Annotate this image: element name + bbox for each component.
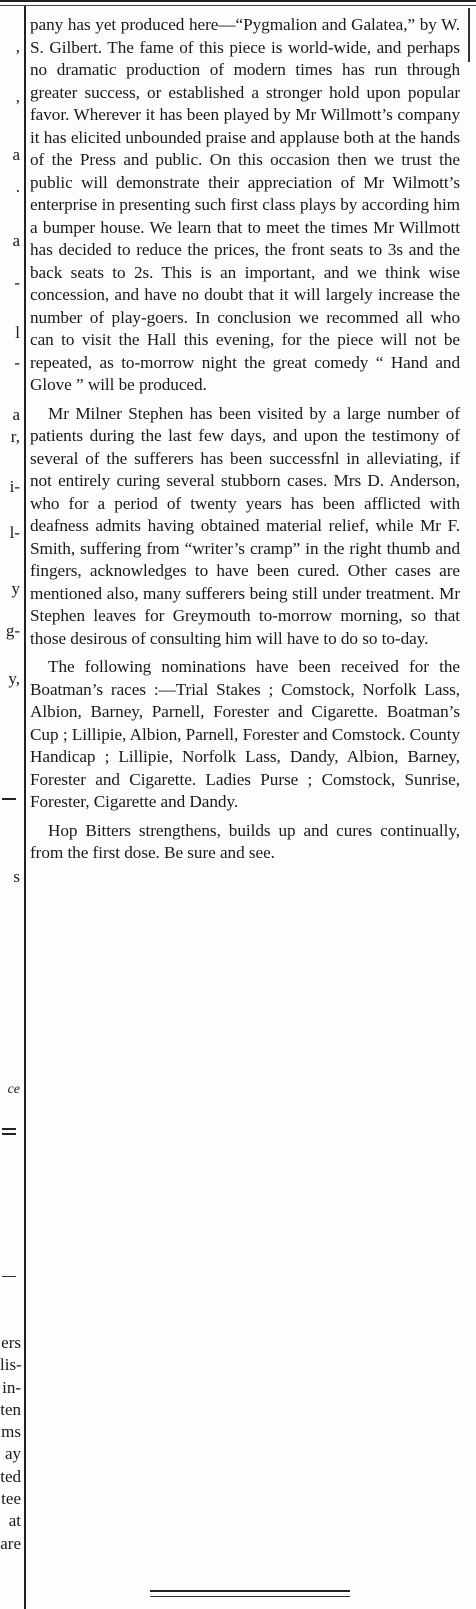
left-fragment: a: [12, 145, 20, 164]
left-fragment: ten: [0, 1399, 21, 1419]
article-end-rule: [150, 1590, 350, 1597]
top-border-rule: [0, 0, 476, 6]
left-fragment: l: [15, 323, 20, 342]
left-fragment: are: [0, 1533, 21, 1553]
left-fragment: g-: [5, 621, 20, 640]
left-fragment: in-: [2, 1377, 21, 1397]
left-fragment: l-: [9, 523, 20, 542]
article-paragraph-milner-stephen: Mr Milner Stephen has been visited by a large number of patients during the last few days, and upon the testimony of several of the sufferers has been successfnl in alleviating, if not entirely curing several stubborn cases. Mrs D. Anderson, who for a period of twenty years has been afflicted with deafness admits having obtained material relief, while Mr F. Smith, suffering from “writer’s cramp” in the right thumb and fingers, acknowledges to have been cured. Other cases are mentioned also, many sufferers being still under treatment. Mr Stephen leaves for Greymouth to-morrow morning, so that those desirous of consulting him will have to do so to-day.: [30, 403, 460, 648]
left-fragment: r,: [10, 427, 20, 446]
left-double-rule: [2, 1128, 16, 1135]
article-paragraph-theatre: pany has yet produced here—“Pygmalion and Galatea,” by W. S. Gilbert. The fame of this piece is world-wide, and perhaps no dramatic production of modern times has run through greater success, or established a stronger hold upon popular favor. Wherever it has been played by Mr Willmott’s company it has elicited unbounded praise and applause both at the hands of the Press and public. On this occasion then we trust the public will demonstrate their appreciation of Mr Wilmott’s enterprise in presenting such first class plays by according him a bumper house. We learn that to meet the times Mr Willmott has decided to reduce the prices, the front seats to 3s and the back seats to 2s. This is an important, and we think wise concession, and have no doubt that it will largely increase the number of play-goers. In conclusion we recommed all who can to visit the Hall this evening, for the piece will not be repeated, as to-morrow night the great comedy “ Hand and Glove ” will be produced.: [30, 15, 460, 394]
left-fragment: ce: [7, 1082, 20, 1097]
left-fragment: a: [12, 231, 20, 250]
left-section-rule: [2, 798, 16, 800]
left-fragment: -: [14, 273, 20, 292]
left-fragment: y,: [8, 669, 20, 688]
left-fragment: -: [14, 353, 20, 372]
left-fragment: a: [12, 405, 20, 424]
left-fragment: lis-: [0, 1355, 22, 1375]
left-fragment: ,: [15, 37, 20, 56]
left-fragment: ers: [1, 1333, 21, 1352]
right-edge-rule: [468, 8, 470, 62]
left-fragment: at: [8, 1511, 21, 1531]
article-paragraph-hop-bitters: Hop Bitters strengthens, builds up and cures continually, from the first dose. Be sure and see.: [30, 820, 460, 862]
right-edge-fragment: [464, 8, 476, 88]
left-fragment: s: [13, 867, 20, 886]
left-thin-rule: [2, 1276, 16, 1277]
left-fragment: .: [15, 177, 20, 196]
left-fragment: i-: [9, 477, 20, 496]
left-fragment: y: [11, 579, 20, 598]
left-fragment: ,: [15, 87, 20, 106]
left-fragment: tee: [1, 1489, 21, 1509]
left-fragment: ted: [0, 1466, 21, 1486]
article-column: [30, 14, 460, 869]
left-bottom-fragments: [0, 1332, 24, 1555]
article-paragraph-boatman-races: The following nominations have been received for the Boatman’s races :—Trial Stakes ; Comstock, Norfolk Lass, Albion, Barney, Parnell, Forester and Cigarette. Boatman’s Cup ; Lillipie, Albion, Parnell, Forester and Comstock. County Handicap ; Lillipie, Norfolk Lass, Dandy, Albion, Barney, Forester and Cigarette. Ladies Purse ; Comstock, Sunrise, Forester, Cigarette and Dandy.: [30, 657, 460, 811]
left-fragment: ms: [1, 1422, 21, 1442]
left-fragment: ay: [4, 1444, 21, 1464]
column-divider: [24, 6, 26, 1609]
